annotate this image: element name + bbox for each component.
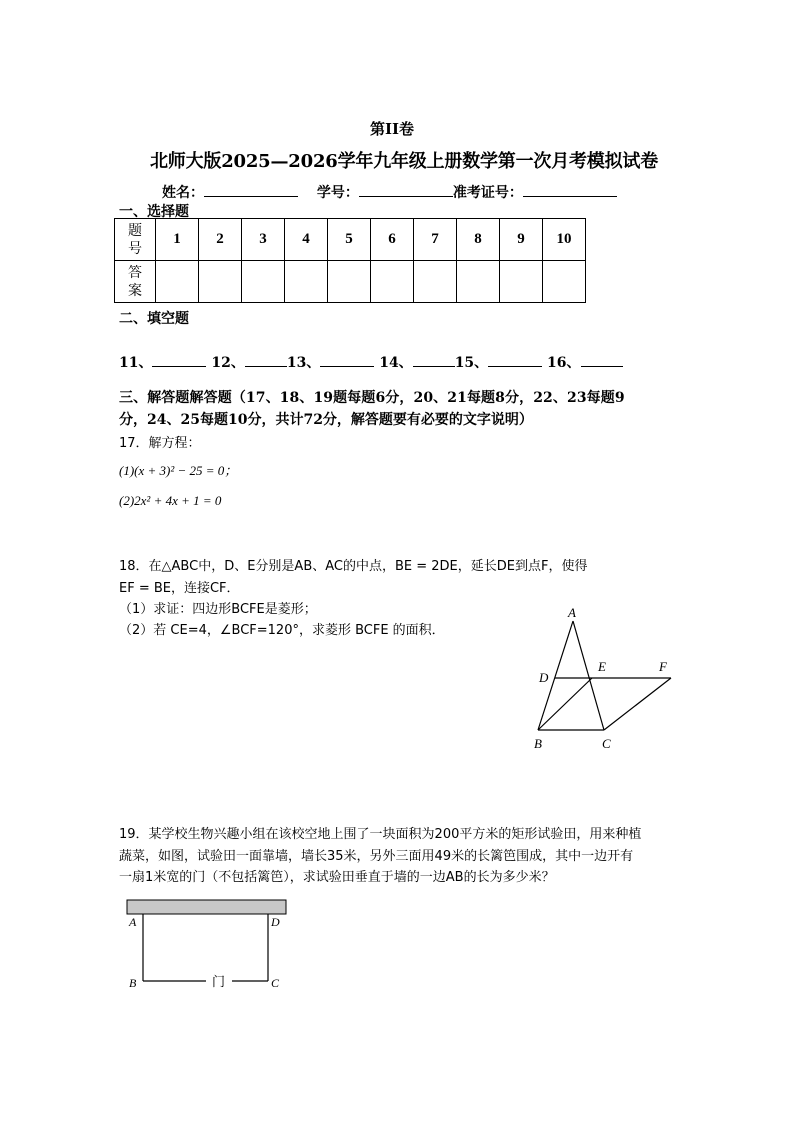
blank-16[interactable] — [581, 352, 623, 367]
blank-label-11: 11、 — [119, 355, 153, 371]
blank-label-12: 12、 — [211, 355, 245, 371]
question-number: 10 — [543, 219, 586, 261]
student-id-label: 学号： — [316, 185, 359, 201]
segment-AC — [573, 621, 604, 730]
question-number: 4 — [285, 219, 328, 261]
label-A: A — [129, 915, 137, 929]
question-number: 5 — [328, 219, 371, 261]
blank-12[interactable] — [245, 352, 287, 367]
label-F: F — [659, 659, 667, 674]
label-B: B — [534, 736, 542, 751]
blank-14[interactable] — [413, 352, 455, 367]
question-number: 1 — [156, 219, 199, 261]
answer-cell[interactable] — [543, 261, 586, 303]
name-field[interactable] — [204, 182, 298, 197]
section1-title: 一、选择题 — [119, 204, 189, 220]
q19-line1: 19．某学校生物兴趣小组在该校空地上围了一块面积为200平方米的矩形试验田，用来种植 — [119, 827, 642, 842]
section2-title: 二、填空题 — [119, 311, 189, 327]
q17-stem: 17．解方程： — [119, 436, 201, 451]
label-D: D — [271, 915, 280, 929]
question-number: 9 — [500, 219, 543, 261]
question-number: 7 — [414, 219, 457, 261]
q18-line2: EF = BE，连接CF． — [119, 581, 240, 596]
blank-11[interactable] — [152, 352, 206, 367]
label-C: C — [271, 976, 280, 990]
rhombus-figure — [528, 600, 688, 760]
question-number: 2 — [199, 219, 242, 261]
q18-part1: （1）求证：四边形BCFE是菱形； — [119, 602, 317, 617]
question-number: 3 — [242, 219, 285, 261]
answer-cell[interactable] — [156, 261, 199, 303]
door-label: 门 — [212, 975, 226, 990]
label-E: E — [598, 659, 606, 674]
wall — [127, 900, 286, 914]
answer-cell[interactable] — [285, 261, 328, 303]
segment-CF — [604, 678, 671, 730]
section3-title-line1: 三、解答题解答题（17、18、19题每题6分，20、21每题8分，22、23每题9 — [119, 390, 625, 406]
student-info-row — [162, 182, 617, 202]
answer-header: 答案 — [115, 261, 156, 303]
label-B: B — [129, 976, 137, 990]
exam-title: 北师大版2025—2026学年九年级上册数学第一次月考模拟试卷 — [150, 151, 658, 172]
blank-15[interactable] — [488, 352, 542, 367]
answer-cell[interactable] — [242, 261, 285, 303]
answer-cell[interactable] — [199, 261, 242, 303]
q17-equation-1: (1)(x + 3)² − 25 = 0； — [119, 463, 238, 478]
label-C: C — [602, 736, 611, 751]
answer-cell[interactable] — [414, 261, 457, 303]
q18-part2: （2）若 CE=4，∠BCF=120°，求菱形 BCFE 的面积． — [119, 623, 445, 638]
q19-line3: 一扇1米宽的门（不包括篱笆），求试验田垂直于墙的一边AB的长为多少米？ — [119, 870, 555, 885]
label-D: D — [539, 670, 549, 685]
field-figure — [118, 893, 298, 998]
q17-equation-2: (2)2x² + 4x + 1 = 0 — [119, 493, 222, 508]
answer-table-answer-row — [115, 261, 586, 303]
fill-blank-row — [119, 352, 623, 372]
blank-label-15: 15、 — [454, 355, 489, 371]
volume-label: 第II卷 — [370, 120, 415, 138]
student-id-field[interactable] — [359, 182, 453, 197]
q19-line2: 蔬菜，如图，试验田一面靠墙，墙长35米，另外三面用49米的长篱笆围成，其中一边开有 — [119, 849, 634, 864]
q18-line1: 18．在△ABC中，D、E分别是AB、AC的中点，BE = 2DE，延长DE到点F，使得 — [119, 559, 588, 574]
answer-cell[interactable] — [457, 261, 500, 303]
label-A: A — [568, 605, 576, 620]
exam-number-field[interactable] — [523, 182, 617, 197]
answer-cell[interactable] — [500, 261, 543, 303]
question-number: 8 — [457, 219, 500, 261]
answer-table — [114, 218, 586, 303]
blank-13[interactable] — [320, 352, 374, 367]
question-number: 6 — [371, 219, 414, 261]
answer-cell[interactable] — [371, 261, 414, 303]
name-label: 姓名： — [162, 185, 204, 201]
blank-label-16: 16、 — [547, 355, 581, 371]
blank-label-14: 14、 — [379, 355, 413, 371]
question-number-header: 题号 — [115, 219, 156, 261]
exam-number-label: 准考证号： — [452, 185, 523, 201]
answer-cell[interactable] — [328, 261, 371, 303]
section3-title-line2: 分，24、25每题10分，共计72分，解答题要有必要的文字说明） — [119, 412, 533, 428]
blank-label-13: 13、 — [286, 355, 321, 371]
answer-table-number-row — [115, 219, 586, 261]
